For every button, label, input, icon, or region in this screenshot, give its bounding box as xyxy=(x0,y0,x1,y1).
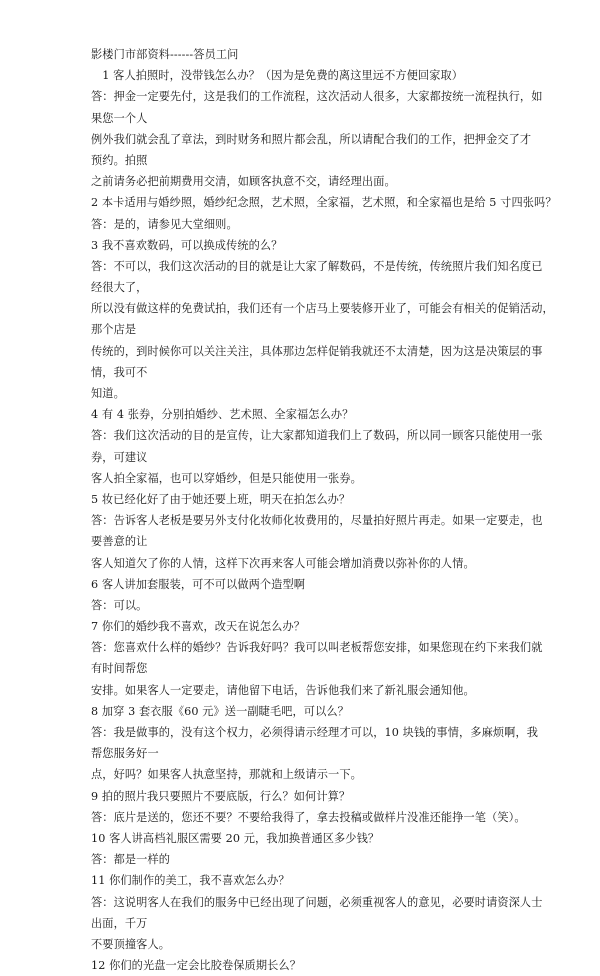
question-11: 11 你们制作的美工，我不喜欢怎么办？ xyxy=(91,874,290,888)
answer-4-line-2: 券，可建议 xyxy=(91,450,148,464)
answer-9: 答：底片是送的，您还不要？不要给我得了，拿去投稿或做样片没准还能挣一笔（笑）。 xyxy=(91,810,526,824)
answer-3-line-7: 知道。 xyxy=(91,387,125,400)
answer-11-line-1: 答：这说明客人在我们的服务中已经出现了问题，必须重视客人的意见，必要时请资深人士 xyxy=(91,895,543,909)
answer-3-line-3: 所以没有做这样的免费试拍，我们还有一个店马上要装修开业了，可能会有相关的促销活动， xyxy=(91,302,554,316)
answer-5-line-2: 要善意的让 xyxy=(91,535,148,549)
question-4: 4 有 4 张券，分别拍婚纱、艺术照、全家福怎么办？ xyxy=(91,408,354,422)
answer-3-line-1: 答：不可以，我们这次活动的目的就是让大家了解数码，不是传统，传统照片我们知名度已 xyxy=(91,259,543,273)
answer-2: 答：是的，请参见大堂细则。 xyxy=(91,217,238,231)
question-5: 5 妆已经化好了由于她还要上班，明天在拍怎么办？ xyxy=(91,492,351,506)
answer-6: 答：可以。 xyxy=(91,598,148,612)
question-3: 3 我不喜欢数码，可以换成传统的么？ xyxy=(91,238,283,252)
question-8: 8 加穿 3 套衣服《60 元》送一副睫毛吧，可以么？ xyxy=(91,704,349,718)
answer-1-line-1: 答：押金一定要先付，这是我们的工作流程，这次活动人很多，大家都按统一流程执行，如 xyxy=(91,90,543,104)
document-body xyxy=(91,44,557,976)
answer-3-line-6: 情，我可不 xyxy=(91,365,148,379)
answer-7-line-2: 有时间帮您 xyxy=(91,662,148,676)
answer-1-line-3: 例外我们就会乱了章法，到时财务和照片都会乱，所以请配合我们的工作，把押金交了才 xyxy=(91,132,532,146)
answer-8-line-2: 帮您服务好一 xyxy=(91,747,159,761)
question-1: 1 客人拍照时，没带钱怎么办？（因为是免费的离这里远不方便回家取） xyxy=(91,69,464,83)
answer-11-line-2: 出面，千万 xyxy=(91,916,148,930)
question-2: 2 本卡适用与婚纱照，婚纱纪念照，艺术照，全家福，艺术照，和全家福也是给 5 寸四张吗？ xyxy=(91,196,557,210)
answer-10: 答：都是一样的 xyxy=(91,853,171,867)
answer-1-line-2: 果您一个人 xyxy=(91,111,148,125)
question-6: 6 客人讲加套服装，可不可以做两个造型啊 xyxy=(91,577,306,591)
answer-1-line-5: 之前请务必把前期费用交清，如顾客执意不交，请经理出面。 xyxy=(91,175,396,189)
answer-3-line-5: 传统的，到时候你可以关注关注，具体那边怎样促销我就还不太清楚，因为这是决策层的事 xyxy=(91,344,543,358)
answer-1-line-4: 预约。拍照 xyxy=(91,153,148,167)
question-12: 12 你们的光盘一定会比胶卷保质期长么？ xyxy=(91,959,301,973)
answer-8-line-3: 点，好吗？如果客人执意坚持，那就和上级请示一下。 xyxy=(91,768,362,782)
answer-3-line-4: 那个店是 xyxy=(91,323,137,337)
answer-5-line-1: 答：告诉客人老板是要另外支付化妆师化妆费用的，尽量拍好照片再走。如果一定要走，也 xyxy=(91,514,543,528)
question-9: 9 拍的照片我只要照片不要底版，行么？如何计算？ xyxy=(91,789,351,803)
answer-11-line-3: 不要顶撞客人。 xyxy=(91,937,171,951)
document-title: 影楼门市部资料------答员工问 xyxy=(91,48,239,61)
answer-7-line-1: 答：您喜欢什么样的婚纱？告诉我好吗？我可以叫老板帮您安排，如果您现在约下来我们就 xyxy=(91,641,543,655)
answer-4-line-3: 客人拍全家福，也可以穿婚纱，但是只能使用一张券。 xyxy=(91,471,362,485)
answer-8-line-1: 答：我是做事的，没有这个权力，必须得请示经理才可以，10 块钱的事情，多麻烦啊，我 xyxy=(91,726,539,739)
answer-4-line-1: 答：我们这次活动的目的是宣传，让大家都知道我们上了数码，所以同一顾客只能使用一张 xyxy=(91,429,543,443)
question-7: 7 你们的婚纱我不喜欢，改天在说怎么办？ xyxy=(91,620,306,634)
answer-5-line-3: 客人知道欠了你的人情，这样下次再来客人可能会增加消费以弥补你的人情。 xyxy=(91,556,475,570)
answer-7-line-3: 安排。如果客人一定要走，请他留下电话，告诉他我们来了新礼服会通知他。 xyxy=(91,683,475,697)
answer-3-line-2: 经很大了， xyxy=(91,281,148,295)
question-10: 10 客人讲高档礼服区需要 20 元，我加换普通区多少钱？ xyxy=(91,831,380,845)
